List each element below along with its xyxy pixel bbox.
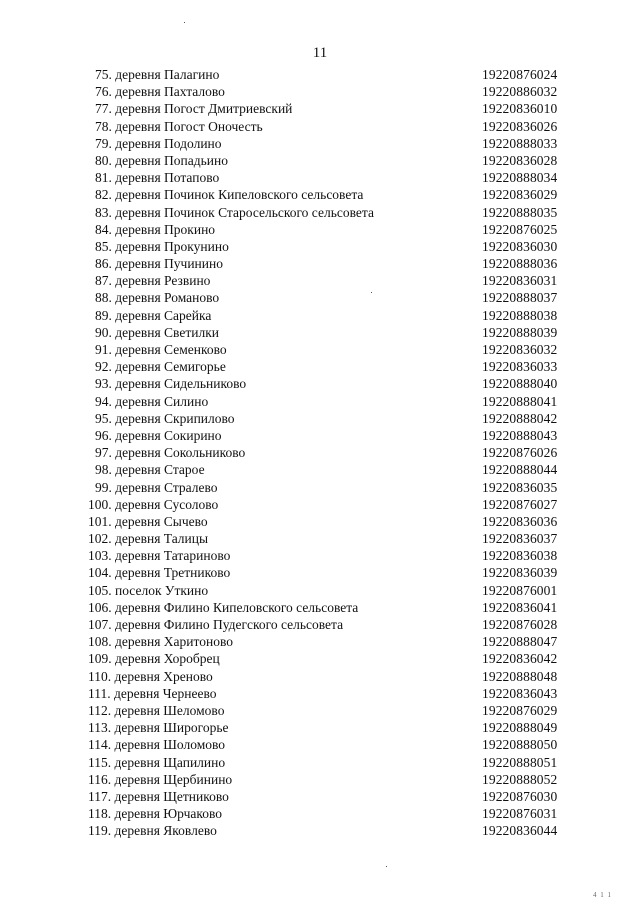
oktmo-code: 19220888041: [482, 393, 558, 409]
list-item: [0, 393, 640, 410]
settlement-name: 116. деревня Щербинино: [88, 771, 233, 787]
list-item: [0, 100, 640, 117]
oktmo-code: 19220836031: [482, 273, 558, 289]
list-item: [0, 719, 640, 736]
settlement-name: 82. деревня Починок Кипеловского сельсовета: [95, 187, 364, 203]
list-item: [0, 238, 640, 255]
settlement-name: 96. деревня Сокирино: [95, 427, 222, 443]
settlement-name: 105. поселок Уткино: [88, 582, 209, 598]
oktmo-code: 19220888033: [482, 135, 558, 151]
settlement-name: 114. деревня Шоломово: [88, 737, 226, 753]
settlement-name: 86. деревня Пучинино: [95, 256, 223, 272]
oktmo-code: 19220836026: [482, 118, 558, 134]
settlement-name: 102. деревня Талицы: [88, 531, 209, 547]
oktmo-code: 19220836043: [482, 685, 558, 701]
list-item: [0, 822, 640, 839]
oktmo-code: 19220836032: [482, 342, 558, 357]
oktmo-code: 19220888048: [482, 668, 558, 684]
list-item: [0, 530, 640, 547]
settlement-name: 77. деревня Погост Дмитриевский: [95, 101, 293, 117]
oktmo-code: 19220876025: [482, 221, 558, 237]
oktmo-code: 19220876030: [482, 788, 558, 804]
settlement-name: 117. деревня Щетниково: [88, 788, 229, 804]
settlement-name: 87. деревня Резвино: [95, 273, 211, 289]
list-item: [0, 427, 640, 444]
list-item: [0, 496, 640, 513]
list-item: [0, 169, 640, 186]
list-item: [0, 650, 640, 667]
settlement-name: 76. деревня Пахталово: [95, 84, 225, 100]
settlement-list: [0, 66, 640, 839]
oktmo-code: 19220876031: [482, 806, 558, 822]
list-item: [0, 118, 640, 135]
oktmo-code: 19220886032: [482, 84, 558, 100]
settlement-name: 79. деревня Подолино: [95, 135, 222, 151]
scan-speck: [386, 866, 387, 867]
oktmo-code: 19220888034: [482, 170, 558, 186]
oktmo-code: 19220888035: [482, 204, 558, 220]
settlement-name: 81. деревня Потапово: [95, 170, 220, 186]
oktmo-code: 19220836010: [482, 101, 558, 117]
settlement-name: 95. деревня Скрипилово: [95, 410, 235, 426]
oktmo-code: 19220888037: [482, 290, 558, 306]
oktmo-code: 19220836035: [482, 479, 558, 495]
oktmo-code: 19220888043: [482, 427, 558, 443]
list-item: [0, 547, 640, 564]
list-item: [0, 599, 640, 616]
settlement-name: 97. деревня Сокольниково: [95, 445, 246, 461]
settlement-name: 118. деревня Юрчаково: [88, 806, 223, 822]
list-item: [0, 66, 640, 83]
page-number: 11: [312, 45, 328, 61]
oktmo-code: 19220888050: [482, 737, 558, 753]
oktmo-code: 19220888039: [482, 324, 558, 340]
settlement-name: 113. деревня Широгорье: [88, 720, 229, 736]
settlement-name: 106. деревня Филино Кипеловского сельсовета: [88, 599, 359, 615]
oktmo-code: 19220836038: [482, 548, 558, 564]
settlement-name: 119. деревня Яковлево: [88, 823, 217, 839]
list-item: [0, 444, 640, 461]
settlement-name: 90. деревня Светилки: [95, 324, 219, 340]
list-item: [0, 255, 640, 272]
settlement-name: 92. деревня Семигорье: [95, 359, 226, 375]
oktmo-code: 19220888038: [482, 307, 558, 323]
oktmo-code: 19220836039: [482, 565, 558, 581]
list-item: [0, 83, 640, 100]
settlement-name: 85. деревня Прокунино: [95, 238, 229, 254]
oktmo-code: 19220836042: [482, 651, 558, 667]
oktmo-code: 19220876027: [482, 496, 558, 512]
scan-speck: [184, 22, 185, 23]
list-item: [0, 633, 640, 650]
settlement-name: 78. деревня Погост Оночесть: [95, 118, 263, 134]
settlement-name: 94. деревня Силино: [95, 393, 209, 409]
oktmo-code: 19220836033: [482, 359, 558, 375]
list-item: [0, 771, 640, 788]
oktmo-code: 19220836037: [482, 531, 558, 547]
settlement-name: 91. деревня Семенково: [95, 342, 227, 357]
settlement-name: 100. деревня Сусолово: [88, 496, 219, 512]
settlement-name: 88. деревня Романово: [95, 290, 220, 306]
list-item: [0, 788, 640, 805]
list-item: [0, 375, 640, 392]
settlement-name: 99. деревня Стралево: [95, 479, 218, 495]
settlement-name: 84. деревня Прокино: [95, 221, 216, 237]
list-item: [0, 805, 640, 822]
list-item: [0, 616, 640, 633]
oktmo-code: 19220876024: [482, 67, 558, 82]
list-item: [0, 668, 640, 685]
list-item: [0, 135, 640, 152]
oktmo-code: 19220836029: [482, 187, 558, 203]
list-item: [0, 324, 640, 341]
oktmo-code: 19220888044: [482, 462, 558, 478]
list-item: [0, 736, 640, 753]
list-item: [0, 307, 640, 324]
settlement-name: 107. деревня Филино Пудегского сельсовета: [88, 617, 344, 632]
oktmo-code: 19220888047: [482, 634, 558, 650]
settlement-name: 108. деревня Харитоново: [88, 634, 233, 650]
list-item: [0, 410, 640, 427]
oktmo-code: 19220876026: [482, 445, 558, 461]
settlement-name: 109. деревня Хоробрец: [88, 651, 220, 667]
settlement-name: 89. деревня Сарейка: [95, 307, 212, 323]
settlement-name: 112. деревня Шеломово: [88, 702, 225, 718]
oktmo-code: 19220876028: [482, 617, 558, 632]
list-item: [0, 582, 640, 599]
settlement-name: 111. деревня Чернеево: [88, 685, 217, 701]
settlement-name: 115. деревня Щапилино: [88, 754, 226, 770]
settlement-name: 98. деревня Старое: [95, 462, 205, 478]
oktmo-code: 19220836041: [482, 599, 558, 615]
list-item: [0, 152, 640, 169]
list-item: [0, 289, 640, 306]
settlement-name: 110. деревня Хреново: [88, 668, 213, 684]
oktmo-code: 19220876001: [482, 582, 558, 598]
oktmo-code: 19220888051: [482, 754, 558, 770]
list-item: [0, 272, 640, 289]
list-item: [0, 341, 640, 358]
oktmo-code: 19220888036: [482, 256, 558, 272]
scan-speck: [371, 292, 372, 293]
oktmo-code: 19220836036: [482, 513, 558, 529]
oktmo-code: 19220836030: [482, 238, 558, 254]
settlement-name: 101. деревня Сычево: [88, 513, 208, 529]
list-item: [0, 186, 640, 203]
corner-mark: 4 1 1: [593, 891, 612, 899]
list-item: [0, 702, 640, 719]
oktmo-code: 19220888040: [482, 376, 558, 392]
list-item: [0, 204, 640, 221]
oktmo-code: 19220888042: [482, 410, 558, 426]
oktmo-code: 19220888049: [482, 720, 558, 736]
list-item: [0, 461, 640, 478]
oktmo-code: 19220836028: [482, 152, 558, 168]
settlement-name: 93. деревня Сидельниково: [95, 376, 247, 392]
list-item: [0, 479, 640, 496]
oktmo-code: 19220888052: [482, 771, 558, 787]
list-item: [0, 754, 640, 771]
settlement-name: 83. деревня Починок Старосельского сельсовета: [95, 204, 374, 220]
settlement-name: 80. деревня Попадьино: [95, 152, 228, 168]
oktmo-code: 19220836044: [482, 823, 558, 839]
settlement-name: 103. деревня Татариново: [88, 548, 231, 564]
list-item: [0, 221, 640, 238]
settlement-name: 75. деревня Палагино: [95, 67, 220, 82]
list-item: [0, 564, 640, 581]
list-item: [0, 685, 640, 702]
list-item: [0, 358, 640, 375]
list-item: [0, 513, 640, 530]
settlement-name: 104. деревня Третниково: [88, 565, 231, 581]
oktmo-code: 19220876029: [482, 702, 558, 718]
